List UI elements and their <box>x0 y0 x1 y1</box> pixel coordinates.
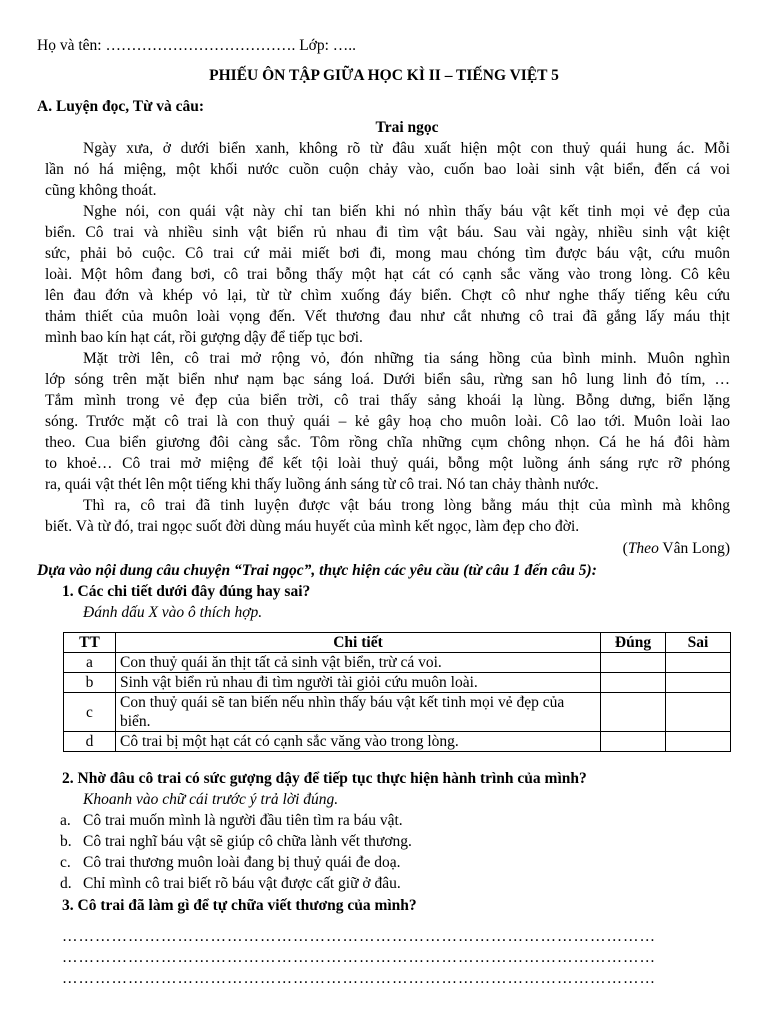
answer-line[interactable]: ……………………………………………………………………………………………… <box>62 928 656 945</box>
story-line: mình bao kín hạt cát, rồi gượng dậy để tiếp tục bơi. <box>45 329 363 346</box>
answer-option-a[interactable] <box>60 811 403 831</box>
story-line: lớp sóng trên mặt biển như nạm bạc sáng loá. Dưới biển sâu, rừng san hô lung linh đỏ tím, … <box>45 371 730 388</box>
row-detail: Sinh vật biển rủ nhau đi tìm người tài giỏi cứu muôn loài. <box>116 673 601 693</box>
story-line: loài. Một hôm đang bơi, cô trai bỗng thấy một hạt cát có cạnh sắc văng vào trong lòng. Cô kêu <box>45 266 730 283</box>
question-3-title: 3. Cô trai đã làm gì để tự chữa viết thương của mình? <box>62 897 417 914</box>
story-line: thảm thiết của muôn loài vọng đến. Vết thương đau như cắt nhưng cô trai đã gắng lấy máu thịt <box>45 308 730 325</box>
story-line: to khoẻ… Cô trai mở miệng để kết tội loài thuỷ quái, bỗng một luồng ánh sáng rực rỡ phóng <box>45 455 730 472</box>
answer-line[interactable]: ……………………………………………………………………………………………… <box>62 970 656 987</box>
answer-option-c[interactable] <box>60 853 401 873</box>
story-line: biển. Cô trai và nhiều sinh vật biển rủ nhau đi tìm vật báu. Sau vài ngày, nhiều sinh vật kiệt <box>45 224 730 241</box>
story-line: biết. Và từ đó, trai ngọc suốt đời dùng máu huyết của mình kết ngọc, làm đẹp cho đời. <box>45 518 580 535</box>
table-header-row <box>64 633 731 653</box>
story-line: lần nó há miệng, một khối nước cuồn cuộn chảy vào, cuốn bao loài sinh vật biển, đến cá voi <box>45 161 730 178</box>
option-text: Cô trai nghĩ báu vật sẽ giúp cô chữa lành vết thương. <box>83 833 412 850</box>
row-detail: Cô trai bị một hạt cát có cạnh sắc văng vào trong lòng. <box>116 732 601 752</box>
story-line: Mặt trời lên, cô trai mở rộng vỏ, đón những tia sáng hồng của bình minh. Muôn nghìn <box>83 350 730 367</box>
col-header-true: Đúng <box>601 633 666 653</box>
story-source: (Theo Vân Long) <box>622 540 730 557</box>
false-checkbox-cell[interactable] <box>666 673 731 693</box>
section-a-heading: A. Luyện đọc, Từ và câu: <box>37 98 205 115</box>
true-checkbox-cell[interactable] <box>601 693 666 732</box>
table-row <box>64 673 731 693</box>
col-header-tt: TT <box>64 633 116 653</box>
row-detail: Con thuỷ quái ăn thịt tất cả sinh vật biển, trừ cá voi. <box>116 653 601 673</box>
row-label: b <box>64 673 116 693</box>
true-checkbox-cell[interactable] <box>601 653 666 673</box>
story-line: lên đau đớn và khép vỏ lại, từ từ chìm xuống đáy biển. Chợt cô như nghe thấy tiếng kêu cứu <box>45 287 730 304</box>
col-header-detail: Chi tiết <box>116 633 601 653</box>
story-line: Tắm mình trong vẻ đẹp của biển trời, cô trai thấy sảng khoái lạ lùng. Bỗng dưng, biển lặng <box>45 392 730 409</box>
row-label: a <box>64 653 116 673</box>
question-1-instruction: Đánh dấu X vào ô thích hợp. <box>83 604 263 621</box>
story-line: cũng không thoát. <box>45 182 157 199</box>
row-detail: Con thuỷ quái sẽ tan biến nếu nhìn thấy báu vật kết tinh mọi vẻ đẹp của biển. <box>116 693 601 732</box>
col-header-false: Sai <box>666 633 731 653</box>
question-1-title: 1. Các chi tiết dưới đây đúng hay sai? <box>62 583 311 600</box>
option-letter: d. <box>60 875 72 892</box>
answer-option-b[interactable] <box>60 832 412 852</box>
option-letter: b. <box>60 833 72 850</box>
option-letter: a. <box>60 812 71 829</box>
table-row <box>64 693 731 732</box>
story-line: Thì ra, cô trai đã tinh luyện được vật báu trong lòng bằng máu thịt của mình mà không <box>83 497 730 514</box>
option-text: Cô trai muốn mình là người đầu tiên tìm ra báu vật. <box>83 812 403 829</box>
question-2-title: 2. Nhờ đâu cô trai có sức gượng dậy để tiếp tục thực hiện hành trình của mình? <box>62 770 587 787</box>
story-line: Nghe nói, con quái vật này chỉ tan biến khi nó nhìn thấy báu vật kết tinh mọi vẻ đẹp của <box>83 203 730 220</box>
name-class-line: Họ và tên: ………………………………. Lớp: ….. <box>37 37 357 54</box>
true-checkbox-cell[interactable] <box>601 673 666 693</box>
story-line: theo. Cua biển giương đôi càng sắc. Tôm rồng chĩa những cụm chông nhọn. Cá he há đôi hàm <box>45 434 730 451</box>
answer-option-d[interactable] <box>60 874 401 894</box>
answer-line[interactable]: ……………………………………………………………………………………………… <box>62 949 656 966</box>
false-checkbox-cell[interactable] <box>666 693 731 732</box>
worksheet-title: PHIẾU ÔN TẬP GIỮA HỌC KÌ II – TIẾNG VIỆT 5 <box>209 67 559 84</box>
story-line: sóng. Trước mặt cô trai là con thuỷ quái – kẻ gây hoạ cho muôn loài. Cô lao tới. Muôn loài lao <box>45 413 730 430</box>
option-letter: c. <box>60 854 71 871</box>
story-line: ra, quái vật thét lên một tiếng khi thấy luồng ánh sáng từ cô trai. Nó tan chảy thành nước. <box>45 476 599 493</box>
row-label: d <box>64 732 116 752</box>
table-row <box>64 653 731 673</box>
false-checkbox-cell[interactable] <box>666 732 731 752</box>
story-line: sức, phải bỏ cuộc. Cô trai cứ mải miết bơi đi, mong mau chóng tìm được báu vật, cứu muôn <box>45 245 730 262</box>
story-title: Trai ngọc <box>375 119 439 136</box>
false-checkbox-cell[interactable] <box>666 653 731 673</box>
question-2-instruction: Khoanh vào chữ cái trước ý trả lời đúng. <box>83 791 339 808</box>
row-label: c <box>64 693 116 732</box>
story-line: Ngày xưa, ở dưới biển xanh, không rõ từ đâu xuất hiện một con thuỷ quái hung ác. Mỗi <box>83 140 730 157</box>
true-false-table <box>63 632 731 752</box>
option-text: Chỉ mình cô trai biết rõ báu vật được cất giữ ở đâu. <box>83 875 401 892</box>
option-text: Cô trai thương muôn loài đang bị thuỷ quái đe doạ. <box>83 854 401 871</box>
table-row <box>64 732 731 752</box>
true-checkbox-cell[interactable] <box>601 732 666 752</box>
instruction-text: Dựa vào nội dung câu chuyện “Trai ngọc”, thực hiện các yêu cầu (từ câu 1 đến câu 5): <box>37 562 597 579</box>
